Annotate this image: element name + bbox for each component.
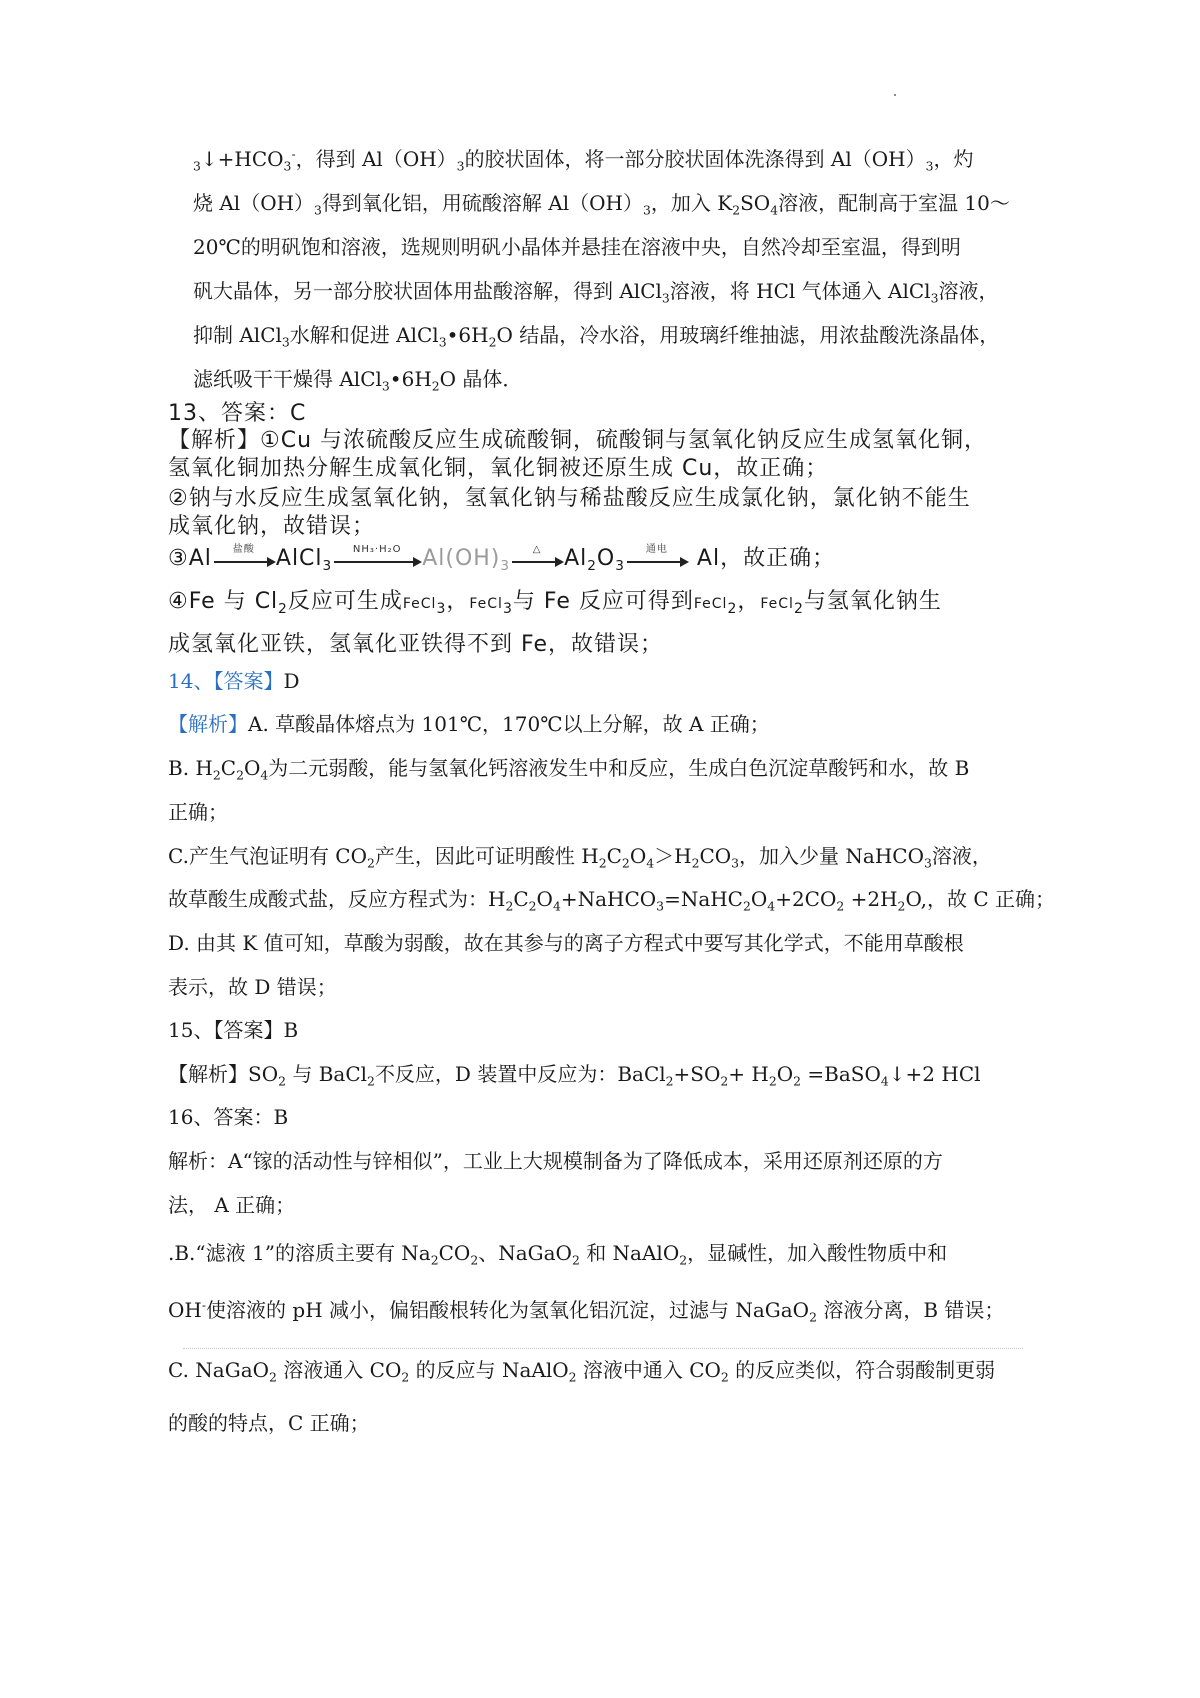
q15-answer: 15、【答案】B xyxy=(168,1018,299,1042)
q14-analysis-line-6: D. 由其 K 值可知，草酸为弱酸，故在其参与的离子方程式中要写其化学式，不能用草酸根 xyxy=(168,931,964,955)
reaction-arrow-hcl: 盐酸 xyxy=(212,546,276,572)
text-line-6: 滤纸吸干干燥得 $AlCl_3•6H_2O$ 晶体． xyxy=(193,367,523,394)
q16-analysis-line-4: OH-使溶液的 pH 减小，偏铝酸根转化为氢氧化铝沉淀，过滤与 NaGaO$_2$ 溶液分离，B 错误； xyxy=(168,1297,1005,1325)
q16-analysis-line-1: 解析：A“镓的活动性与锌相似”，工业上大规模制备为了降低成本，采用还原剂还原的方 xyxy=(168,1149,943,1173)
text-line-3: 20℃的明矾饱和溶液，选规则明矾小晶体并悬挂在溶液中央，自然冷却至室温，得到明 xyxy=(193,235,961,259)
q14-analysis-line-4: C.产生气泡证明有 $CO_2$产生，因此可证明酸性 $H_2C_2O_4>H_2CO_3$，加入少量 NaHCO$_3$溶液， xyxy=(168,844,992,871)
q13-answer: 13、答案：C xyxy=(168,401,307,426)
q13-analysis-line-4: 成氧化钠，故错误； xyxy=(168,514,376,539)
page-dot-mark xyxy=(894,94,896,96)
text-line-5: 抑制 AlCl$_3$水解和促进 $AlCl_3•6H_2O$ 结晶，冷水浴，用玻璃纤维抽滤，用浓盐酸洗涤晶体， xyxy=(193,323,1000,350)
q14-answer: 14、【答案】D xyxy=(168,669,300,693)
q13-analysis-line-3: ②钠与水反应生成氢氧化钠，氢氧化钠与稀盐酸反应生成氯化钠，氯化钠不能生 xyxy=(168,486,971,511)
q14-analysis-line-3: 正确； xyxy=(168,800,228,824)
q13-reaction-chain: ③Al 盐酸 AlCl$_3$ NH₃·H₂O $Al(OH)_3$ △ $Al_2O_3$ 通电 Al，故正确； xyxy=(168,544,836,574)
q13-analysis-line-7: 成氢氧化亚铁，氢氧化亚铁得不到 Fe，故错误； xyxy=(168,632,663,657)
q16-analysis-line-6: 的酸的特点，C 正确； xyxy=(168,1411,370,1435)
q16-answer: 16、答案：B xyxy=(168,1105,289,1129)
q13-analysis-line-2: 氢氧化铜加热分解生成氧化铜，氧化铜被还原生成 Cu，故正确； xyxy=(168,456,829,481)
q15-analysis-line-1: 【解析】$SO_2$ 与 BaCl$_2$不反应，D 装置中反应为：$BaCl_2+SO_2+ H_2O_2$ =BaSO$_4$↓+2 HCl xyxy=(168,1062,981,1089)
q14-analysis-line-1: 【解析】A. 草酸晶体熔点为 101℃，170℃以上分解，故 A 正确； xyxy=(168,712,770,736)
q16-analysis-line-2: 法， A 正确； xyxy=(168,1193,296,1217)
q14-analysis-line-5: 故草酸生成酸式盐，反应方程式为：$H_2C_2O_4+NaHCO_3=NaHC_2O_4+2CO_2 +2H_2O$,，故 C 正确； xyxy=(168,887,1056,914)
reaction-arrow-electrolysis: 通电 xyxy=(625,546,689,572)
text-line-2: 烧 $Al(OH)_3$得到氧化铝，用硫酸溶解 $Al(OH)_3$，加入 $K_2SO_4$溶液，配制高于室温 10～ xyxy=(193,191,1010,218)
q16-analysis-line-5: C. NaGaO$_2$ 溶液通入 $CO_2$ 的反应与 NaAlO$_2$ 溶液中通入 $CO_2$ 的反应类似，符合弱酸制更弱 xyxy=(168,1358,996,1385)
q14-analysis-line-7: 表示，故 D 错误； xyxy=(168,975,337,999)
reaction-arrow-heat: △ xyxy=(510,546,564,572)
q16-analysis-line-3: .B.“滤液 1”的溶质主要有 $Na_2CO_2$、NaGaO$_2$ 和 NaAlO$_2$，显碱性，加入酸性物质中和 xyxy=(168,1241,948,1268)
q13-analysis-line-6: ④Fe 与 $Cl_2$反应可生成FeCl$_3$，FeCl$_3$与 Fe 反应可得到FeCl$_2$，FeCl$_2$与氢氧化钠生 xyxy=(168,589,942,617)
dotted-separator xyxy=(183,1348,1023,1349)
text-line-4: 矾大晶体，另一部分胶状固体用盐酸溶解，得到 AlCl$_3$溶液，将 HCl 气体通入 AlCl$_3$溶液， xyxy=(193,279,999,306)
q14-analysis-line-2: B. $H_2C_2O_4$为二元弱酸，能与氢氧化钙溶液发生中和反应，生成白色沉淀草酸钙和水，故 B xyxy=(168,756,970,783)
text-line-1: $_3↓+HCO_3^-$，得到 $Al(OH)_3$的胶状固体，将一部分胶状固体洗涤得到 $Al(OH)_3$，灼 xyxy=(193,146,974,174)
q13-analysis-line-1: 【解析】①Cu 与浓硫酸反应生成硫酸铜，硫酸铜与氢氧化钠反应生成氢氧化铜， xyxy=(168,428,988,453)
reaction-arrow-ammonia: NH₃·H₂O xyxy=(332,546,422,572)
